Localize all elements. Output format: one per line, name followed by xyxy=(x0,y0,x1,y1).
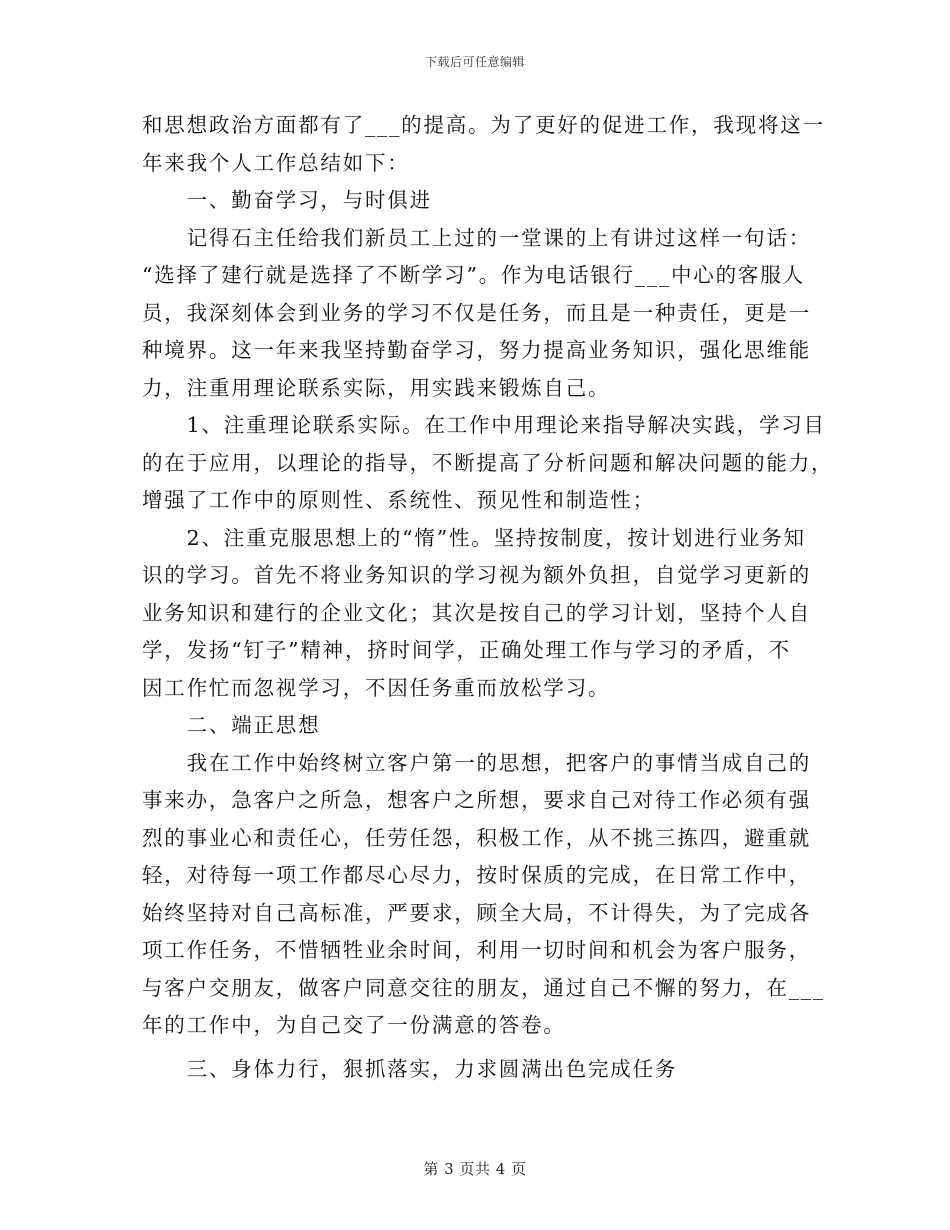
section-heading: 一、勤奋学习，与时俱进 xyxy=(142,188,432,212)
paragraph-line: 年的工作中，为自己交了一份满意的答卷。 xyxy=(142,1013,566,1037)
paragraph-line: 因工作忙而忽视学习，不因任务重而放松学习。 xyxy=(142,675,611,700)
paragraph-line: 识的学习。首先不将业务知识的学习视为额外负担，自觉学习更新的 xyxy=(142,563,811,587)
paragraph-line: 年来我个人工作总结如下： xyxy=(142,150,410,175)
page-header: 下载后可任意编辑 xyxy=(424,55,525,69)
paragraph-line: 员，我深刻体会到业务的学习不仅是任务，而且是一种责任，更是一 xyxy=(142,300,811,325)
paragraph-line: 烈的事业心和责任心，任劳任怨，积极工作，从不挑三拣四，避重就 xyxy=(142,825,811,850)
paragraph-line: 和思想政治方面都有了___的提高。为了更好的促进工作，我现将这一 xyxy=(142,113,825,137)
paragraph-line: “选择了建行就是选择了不断学习”。作为电话银行___中心的客服人 xyxy=(142,263,805,287)
paragraph-line: 种境界。这一年来我坚持勤奋学习，努力提高业务知识，强化思维能 xyxy=(142,338,811,362)
paragraph-line: 业务知识和建行的企业文化；其次是按自己的学习计划，坚持个人自 xyxy=(142,600,811,625)
paragraph-line: 始终坚持对自己高标准，严要求，顾全大局，不计得失，为了完成各 xyxy=(142,900,811,925)
paragraph-line: 项工作任务，不惜牺牲业余时间，利用一切时间和机会为客户服务， xyxy=(142,938,811,962)
paragraph-line: 记得石主任给我们新员工上过的一堂课的上有讲过这样一句话： xyxy=(142,225,811,250)
document-body xyxy=(142,107,834,1088)
paragraph-line: 与客户交朋友，做客户同意交往的朋友，通过自己不懈的努力，在___ xyxy=(142,975,825,1000)
paragraph-line: 1、注重理论联系实际。在工作中用理论来指导解决实践，学习目 xyxy=(142,413,826,437)
section-heading: 三、身体力行，狠抓落实，力求圆满出色完成任务 xyxy=(142,1056,678,1081)
page-number: 第 3 页共 4 页 xyxy=(423,1160,527,1178)
paragraph-line: 2、注重克服思想上的“惰”性。坚持按制度，按计划进行业务知 xyxy=(142,525,806,550)
paragraph-line: 学，发扬“钉子”精神，挤时间学，正确处理工作与学习的矛盾，不 xyxy=(142,638,791,662)
paragraph-line: 我在工作中始终树立客户第一的思想，把客户的事情当成自己的 xyxy=(142,750,811,775)
paragraph-line: 增强了工作中的原则性、系统性、预见性和制造性； xyxy=(142,488,655,512)
paragraph-line: 的在于应用，以理论的指导，不断提高了分析问题和解决问题的能力， xyxy=(142,450,834,475)
paragraph-line: 轻，对待每一项工作都尽心尽力，按时保质的完成，在日常工作中， xyxy=(142,863,811,887)
section-heading: 二、端正思想 xyxy=(142,713,321,737)
paragraph-line: 事来办，急客户之所急，想客户之所想，要求自己对待工作必须有强 xyxy=(142,788,811,812)
paragraph-line: 力，注重用理论联系实际，用实践来锻炼自己。 xyxy=(142,375,611,400)
